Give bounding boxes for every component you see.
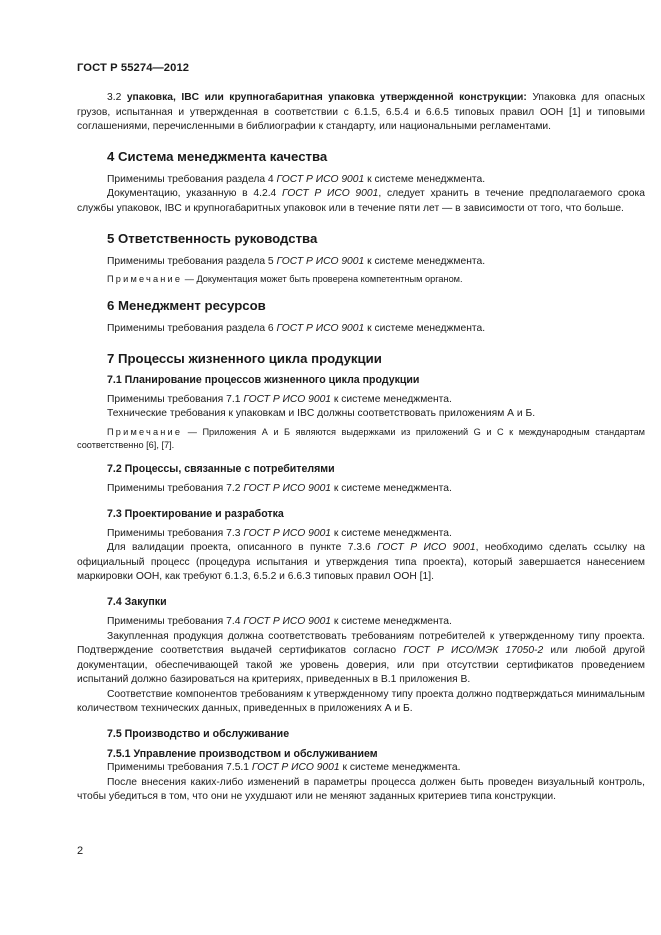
section-7-4-purchased: Закупленная продукция должна соответствовать требованиям потребителей к утвержденному типу проекта. Подтверждение соответствия выдачей сертификатов согласно ГОСТ Р ИСО/МЭК 17050-2 или любой другой документации, обеспечивающей такой же уровень доверия, или при отсутствии сертификатов проведением испытаний должно базироваться на критериях, приведенных в В.1 приложения В. [77,630,645,686]
term-definition: упаковка, IBC или крупногабаритная упаковка утвержденной конструкции: [126,92,527,103]
section-7-title: 7 Процессы жизненного цикла продукции [107,350,382,366]
section-6-applicable: Применимы требования раздела 6 ГОСТ Р ИСО 9001 к системе менеджмента. [107,323,486,335]
section-7-2-title: 7.2 Процессы, связанные с потребителями [107,462,335,475]
section-6-title: 6 Менеджмент ресурсов [107,298,266,314]
page-number: 2 [77,845,84,857]
section-4-documentation: Документацию, указанную в 4.2.4 ГОСТ Р ИСО 9001, следует хранить в течение предполагаемого срока службы упаковок, IBC и крупногабаритных упаковок или в течение пяти лет — в зависимости от того, что больше. [77,188,645,214]
clause-number: 3.2 [107,92,122,103]
section-7-5-1-title: 7.5.1 Управление производством и обслуживанием [107,748,378,761]
paragraph-3-2 [77,91,645,135]
section-7-5-title: 7.5 Производство и обслуживание [107,728,290,741]
document-header: ГОСТ Р 55274—2012 [77,62,190,74]
section-7-5-1-applicable: Применимы требования 7.5.1 ГОСТ Р ИСО 9001 к системе менеджмента. [107,762,461,774]
section-7-1-title: 7.1 Планирование процессов жизненного цикла продукции [107,373,420,386]
section-7-3-title: 7.3 Проектирование и разработка [107,507,284,520]
section-7-3-validation: Для валидации проекта, описанного в пункте 7.3.6 ГОСТ Р ИСО 9001, необходимо сделать ссылку на официальный процесс (процедура испытания и утверждения типа проекта), который завершается нанесением маркировки ООН, как требуют 6.1.3, 6.5.2 и 6.6.3 типовых правил ООН [1]. [77,542,646,583]
note-label: Примечание [107,274,183,285]
section-7-1-note: Примечание — Приложения А и Б являются выдержками из приложений G и C к международным стандартам соответственно [6], [7]. [77,426,645,450]
section-4-applicable: Применимы требования раздела 4 ГОСТ Р ИСО 9001 к системе менеджмента. [107,173,486,185]
section-7-1-applicable: Применимы требования 7.1 ГОСТ Р ИСО 9001 к системе менеджмента. [107,393,452,405]
section-7-4-title: 7.4 Закупки [107,595,167,608]
section-7-1-technical: Технические требования к упаковкам и IBC должны соответствовать приложениям А и Б. [107,408,536,420]
section-5-note: Примечание — Документация может быть проверена компетентным органом. [107,274,463,285]
section-7-4-compliance: Соответствие компонентов требованиям к утвержденному типу проекта должно подтверждаться минимальным количеством технических данных, приведенных в приложениях А и Б. [77,688,645,715]
term-text: Упаковка для опасных грузов, испытанная и утвержденная в соответствии с 6.1.5, 6.5.4 и 6.6.5 типовых правил ООН [1] и типовыми соглашениями, перечисленными в библиографии к стандарту, или национальными регламентами. [77,92,645,133]
document-body [77,91,645,805]
section-5-applicable: Применимы требования раздела 5 ГОСТ Р ИСО 9001 к системе менеджмента. [107,255,486,267]
section-5-title: 5 Ответственность руководства [107,230,318,246]
section-7-2-applicable: Применимы требования 7.2 ГОСТ Р ИСО 9001 к системе менеджмента. [107,482,452,494]
section-7-3-applicable: Применимы требования 7.3 ГОСТ Р ИСО 9001 к системе менеджмента. [107,527,452,539]
section-4-title: 4 Система менеджмента качества [107,148,328,164]
section-7-5-1-changes: После внесения каких-либо изменений в параметры процесса должен быть проведен визуальный контроль, чтобы убедиться в том, что они не ухудшают или не меняют заданных критериев типа конструкции. [77,776,645,803]
section-7-4-applicable: Применимы требования 7.4 ГОСТ Р ИСО 9001 к системе менеджмента. [107,615,452,627]
